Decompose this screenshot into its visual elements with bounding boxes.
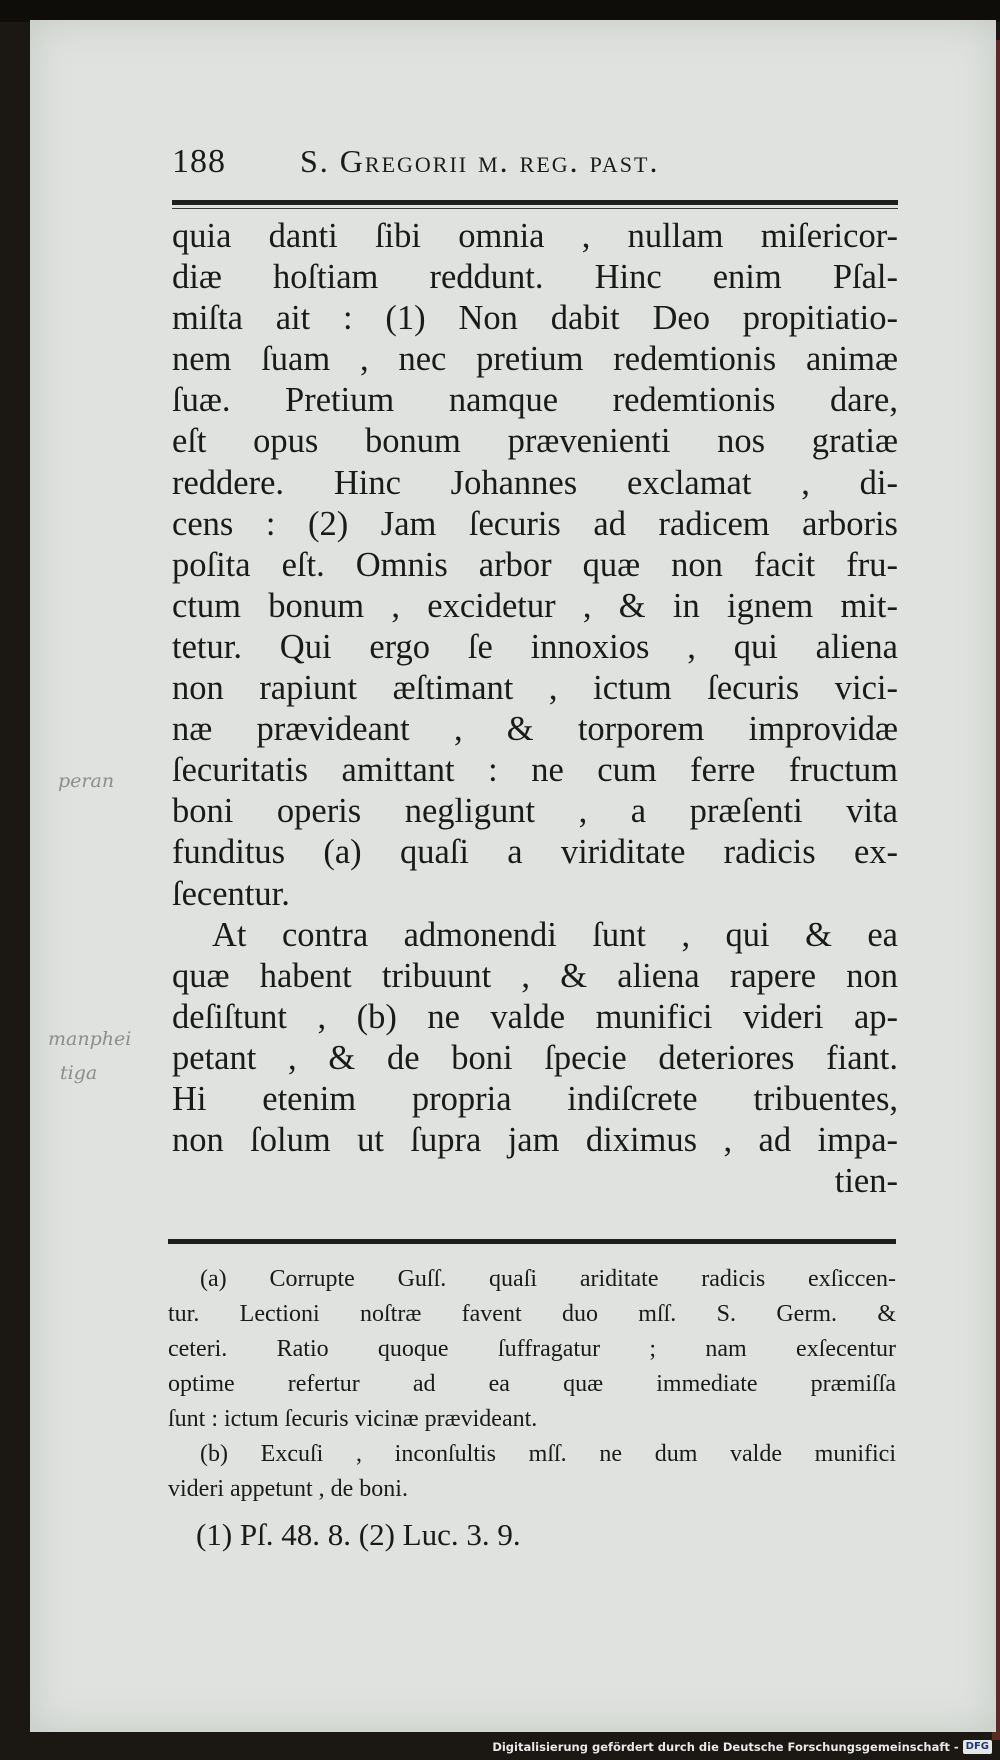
text-line: nem ſuam , nec pretium redemtionis animæ [172,340,898,379]
text-line: quia danti ſibi omnia , nullam miſericor- [172,217,898,255]
page-header [172,143,900,195]
digitization-credit [492,1738,992,1756]
text-line: funditus (a) quaſi a viriditate radicis ex- [172,833,898,872]
footnotes [168,1262,896,1561]
running-head: S. Gregorii m. reg. past. [300,143,660,179]
text-line: eſt opus bonum prævenienti nos gratiæ [172,422,898,461]
footnote-line: (b) Excuſi , inconſultis mſſ. ne dum valde munifici [200,1441,896,1467]
footnote-line: videri appetunt , de boni. [168,1476,408,1502]
footnote-line: optime refertur ad ea quæ immediate præmiſſa [168,1371,896,1397]
header-rule [172,200,898,205]
text-line: petant , & de boni ſpecie deteriores fiant. [172,1038,898,1077]
text-line: næ prævideant , & torporem improvidæ [172,710,898,749]
scripture-references: (1) Pſ. 48. 8. (2) Luc. 3. 9. [196,1517,521,1552]
main-text [172,216,898,1202]
text-line: ſuæ. Pretium namque redemtionis dare, [172,381,898,420]
dfg-logo-icon: DFG [963,1740,992,1754]
text-line: poſita eſt. Omnis arbor quæ non facit fru- [172,545,898,584]
page-number: 188 [172,143,226,180]
footnote-line: tur. Lectioni noſtræ favent duo mſſ. S. Germ. & [168,1301,896,1327]
footnote-line: ſunt : ictum ſecuris vicinæ prævideant. [168,1406,538,1432]
footnote-rule [168,1239,896,1244]
text-line: ctum bonum , excidetur , & in ignem mit- [172,586,898,625]
footnote-line: (a) Corrupte Guſſ. quaſi ariditate radicis exſiccen- [200,1266,896,1292]
text-line: non rapiunt æſtimant , ictum ſecuris vici- [172,669,898,708]
text-line: At contra admonendi ſunt , qui & ea [212,915,898,954]
text-line: ſecuritatis amittant : ne cum ferre fructum [172,751,898,790]
text-line: boni operis negligunt , a præſenti vita [172,792,898,831]
footnote-line: ceteri. Ratio quoque ſuffragatur ; nam exſecentur [168,1336,896,1362]
text-line: non ſolum ut ſupra jam diximus , ad impa- [172,1121,898,1160]
text-line: miſta ait : (1) Non dabit Deo propitiatio- [172,299,898,338]
text-line: diæ hoſtiam reddunt. Hinc enim Pſal- [172,258,898,297]
text-line: ſecentur. [172,874,290,913]
margin-note: manphei [48,1028,132,1050]
credit-text: Digitalisierung gefördert durch die Deutsche Forschungsgemeinschaft - [492,1740,959,1754]
margin-note: peran [58,770,115,792]
text-line: deſiſtunt , (b) ne valde munifici videri ap- [172,997,898,1036]
text-line: cens : (2) Jam ſecuris ad radicem arboris [172,504,898,543]
catchword: tien- [834,1162,898,1201]
scan-top-band [0,0,1000,22]
margin-note: tiga [60,1062,98,1084]
text-line: Hi etenim propria indiſcrete tribuentes, [172,1079,898,1118]
text-line: tetur. Qui ergo ſe innoxios , qui aliena [172,627,898,666]
text-line: reddere. Hinc Johannes exclamat , di- [172,463,898,502]
text-line: quæ habent tribuunt , & aliena rapere non [172,956,898,995]
